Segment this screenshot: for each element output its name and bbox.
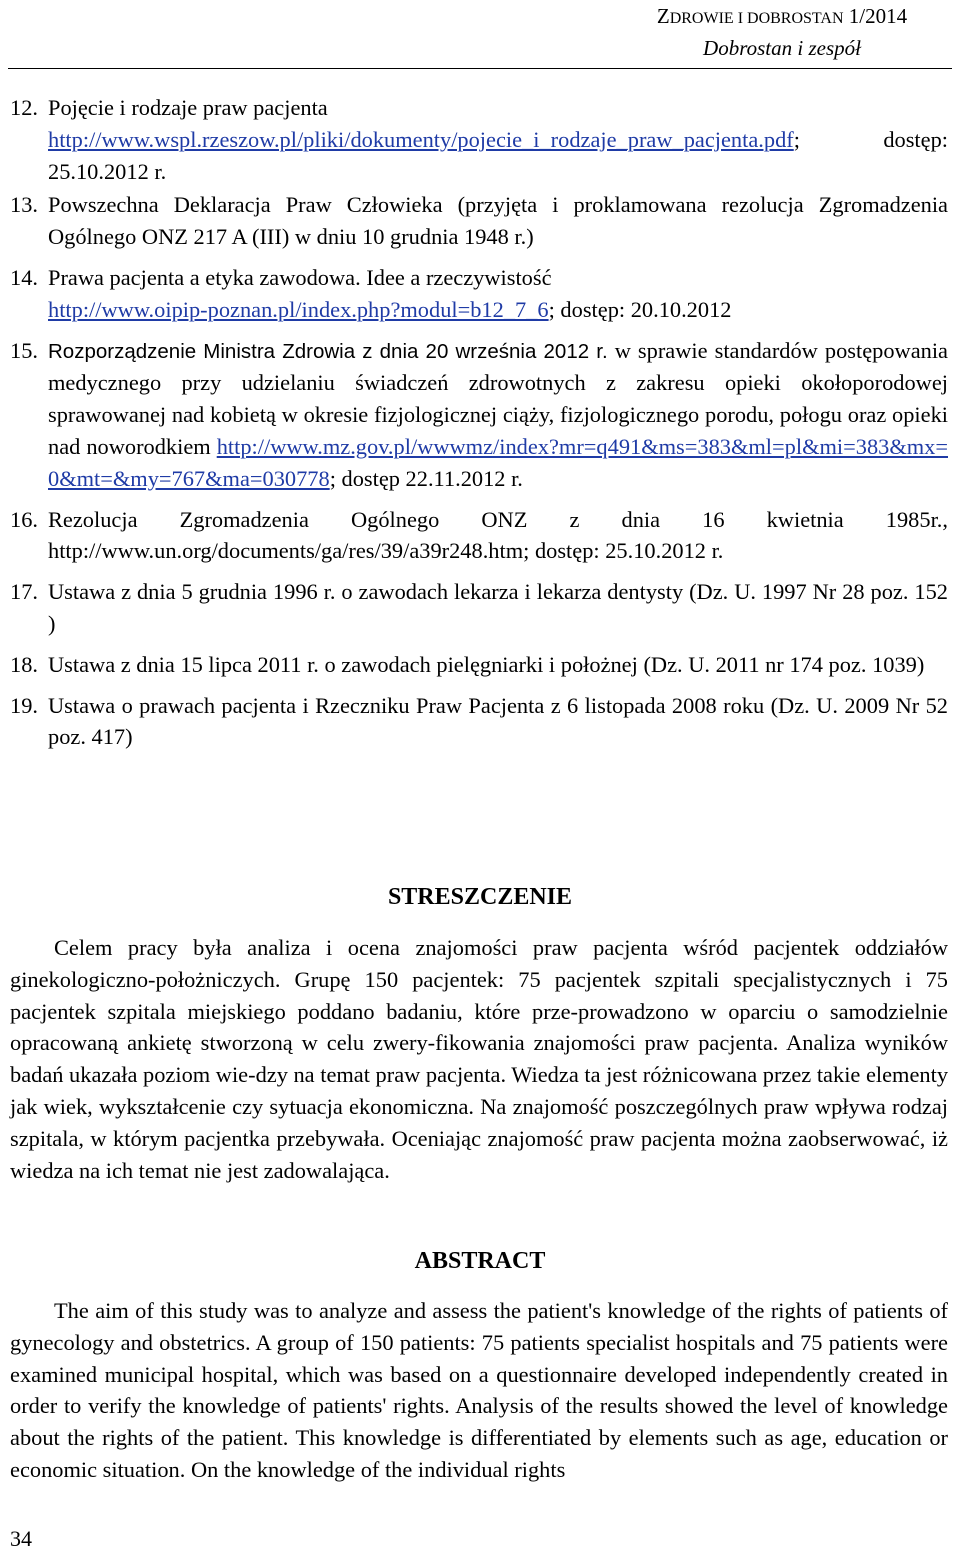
reference-title: Pojęcie i rodzaje praw pacjenta xyxy=(48,95,328,120)
running-header xyxy=(622,2,942,63)
journal-name-smallcaps: DROWIE I DOBROSTAN xyxy=(669,10,844,27)
reference-number: 14. xyxy=(10,264,38,290)
reference-text: Ustawa z dnia 15 lipca 2011 r. o zawodach pielęgniarki i położnej (Dz. U. 2011 nr 174 poz. 1039) xyxy=(48,651,925,677)
journal-issue: 1/2014 xyxy=(848,4,908,28)
reference-text: Ustawa o prawach pacjenta i Rzeczniku Praw Pacjenta z 6 listopada 2008 roku (Dz. U. 2009 Nr 52 poz. 417) xyxy=(48,692,948,750)
reference-number: 18. xyxy=(10,651,38,677)
reference-number: 15. xyxy=(10,337,38,363)
journal-title xyxy=(622,2,942,33)
reference-text xyxy=(48,262,948,326)
reference-item xyxy=(10,335,948,495)
reference-description: w sprawie standardów postępowania medycznego przy udzielaniu świadczeń zdrowotnych z zakresu opieki okołoporodowej sprawowanej nad kobietą w okresie fizjologicznej ciąży, fizjologicznego porodu, połogu oraz opieki nad noworodkiem xyxy=(48,337,948,459)
reference-title: Prawa pacjenta a etyka zawodowa. Idee a rzeczywistość xyxy=(48,264,552,290)
reference-number: 16. xyxy=(10,506,38,532)
reference-item xyxy=(10,189,948,253)
reference-text: Ustawa z dnia 5 grudnia 1996 r. o zawodach lekarza i lekarza dentysty (Dz. U. 1997 Nr 28 poz. 152 ) xyxy=(48,579,948,636)
journal-first-letter: Z xyxy=(656,4,670,28)
reference-item xyxy=(10,690,948,754)
reference-access-date: ; dostęp: 25.10.2012 r. xyxy=(48,126,948,184)
reference-item xyxy=(10,262,948,326)
reference-text xyxy=(48,335,948,495)
reference-text xyxy=(48,92,948,187)
reference-number: 13. xyxy=(10,192,38,218)
reference-text: Powszechna Deklaracja Praw Człowieka (przyjęta i proklamowana rezolucja Zgromadzenia Ogólnego ONZ 217 A (III) w dniu 10 grudnia 1948 r.) xyxy=(48,192,948,250)
reference-link[interactable]: http://www.oipip-poznan.pl/index.php?modul=b12_7_6 xyxy=(48,296,549,322)
reference-list xyxy=(10,92,948,762)
section-title: Dobrostan i zespół xyxy=(703,36,861,60)
reference-item xyxy=(10,92,948,187)
reference-number: 12. xyxy=(10,95,38,120)
reference-access-date: ; dostęp: 20.10.2012 xyxy=(548,296,732,322)
reference-link[interactable]: http://www.wspl.rzeszow.pl/pliki/dokumenty/pojecie_i_rodzaje_praw_pacjenta.pdf xyxy=(48,126,794,152)
reference-number: 17. xyxy=(10,579,38,605)
streszczenie-body: Celem pracy była analiza i ocena znajomości praw pacjenta wśród pacjentek oddziałów ginekologiczno-położniczych. Grupę 150 pacjentek: 75 pacjentek szpitali specjalistycznych i 75 pacjentek szpitala miejskiego poddano badaniu, które prze-prowadzono w oparciu o samodzielnie opracowaną ankietę stworzoną w celu zwery-fikowania znajomości praw pacjenta. Analiza wyników badań ukazała poziom wie-dzy na temat praw pacjenta. Wiedza ta jest różnicowana przez takie elementy jak wiek, wykształcenie czy sytuacja ekonomiczna. Na znajomość poszczególnych praw wpływa rodzaj szpitala, w którym pacjentka przebywała. Oceniając znajomość praw pacjenta można zaobserwować, iż wiedza na ich temat nie jest zadowalająca. xyxy=(10,935,949,1183)
streszczenie-heading: STRESZCZENIE xyxy=(387,884,573,910)
reference-number: 19. xyxy=(10,692,38,718)
reference-access-date: ; dostęp 22.11.2012 r. xyxy=(329,465,523,491)
page-number: 34 xyxy=(10,1526,32,1551)
reference-item xyxy=(10,576,948,640)
reference-text: Rezolucja Zgromadzenia Ogólnego ONZ z dnia 16 kwietnia 1985r., http://www.un.org/documents/ga/res/39/a39r248.htm; dostęp: 25.10.2012 r. xyxy=(48,506,948,564)
header-divider xyxy=(8,68,952,69)
reference-title: Rozporządzenie Ministra Zdrowia z dnia 20 września 2012 r. xyxy=(48,339,608,363)
reference-item xyxy=(10,504,948,568)
abstract-heading: ABSTRACT xyxy=(414,1248,546,1274)
abstract-body: The aim of this study was to analyze and assess the patient's knowledge of the rights of patients of gynecology and obstetrics. A group of 150 patients: 75 patients specialist hospitals and 75 patients were examined municipal hospital, which was based on a questionnaire developed independently created in order to verify the knowledge of patients' rights. Analysis of the results showed the level of knowledge about the rights of the patient. This knowledge is differentiated by elements such as age, education or economic situation. On the knowledge of the individual rights xyxy=(10,1298,948,1482)
reference-item xyxy=(10,649,948,681)
reference-link[interactable]: http://www.mz.gov.pl/wwwmz/index?mr=q491&ms=383&ml=pl&mi=383&mx=0&mt=&my=767&ma=030778 xyxy=(48,433,948,491)
